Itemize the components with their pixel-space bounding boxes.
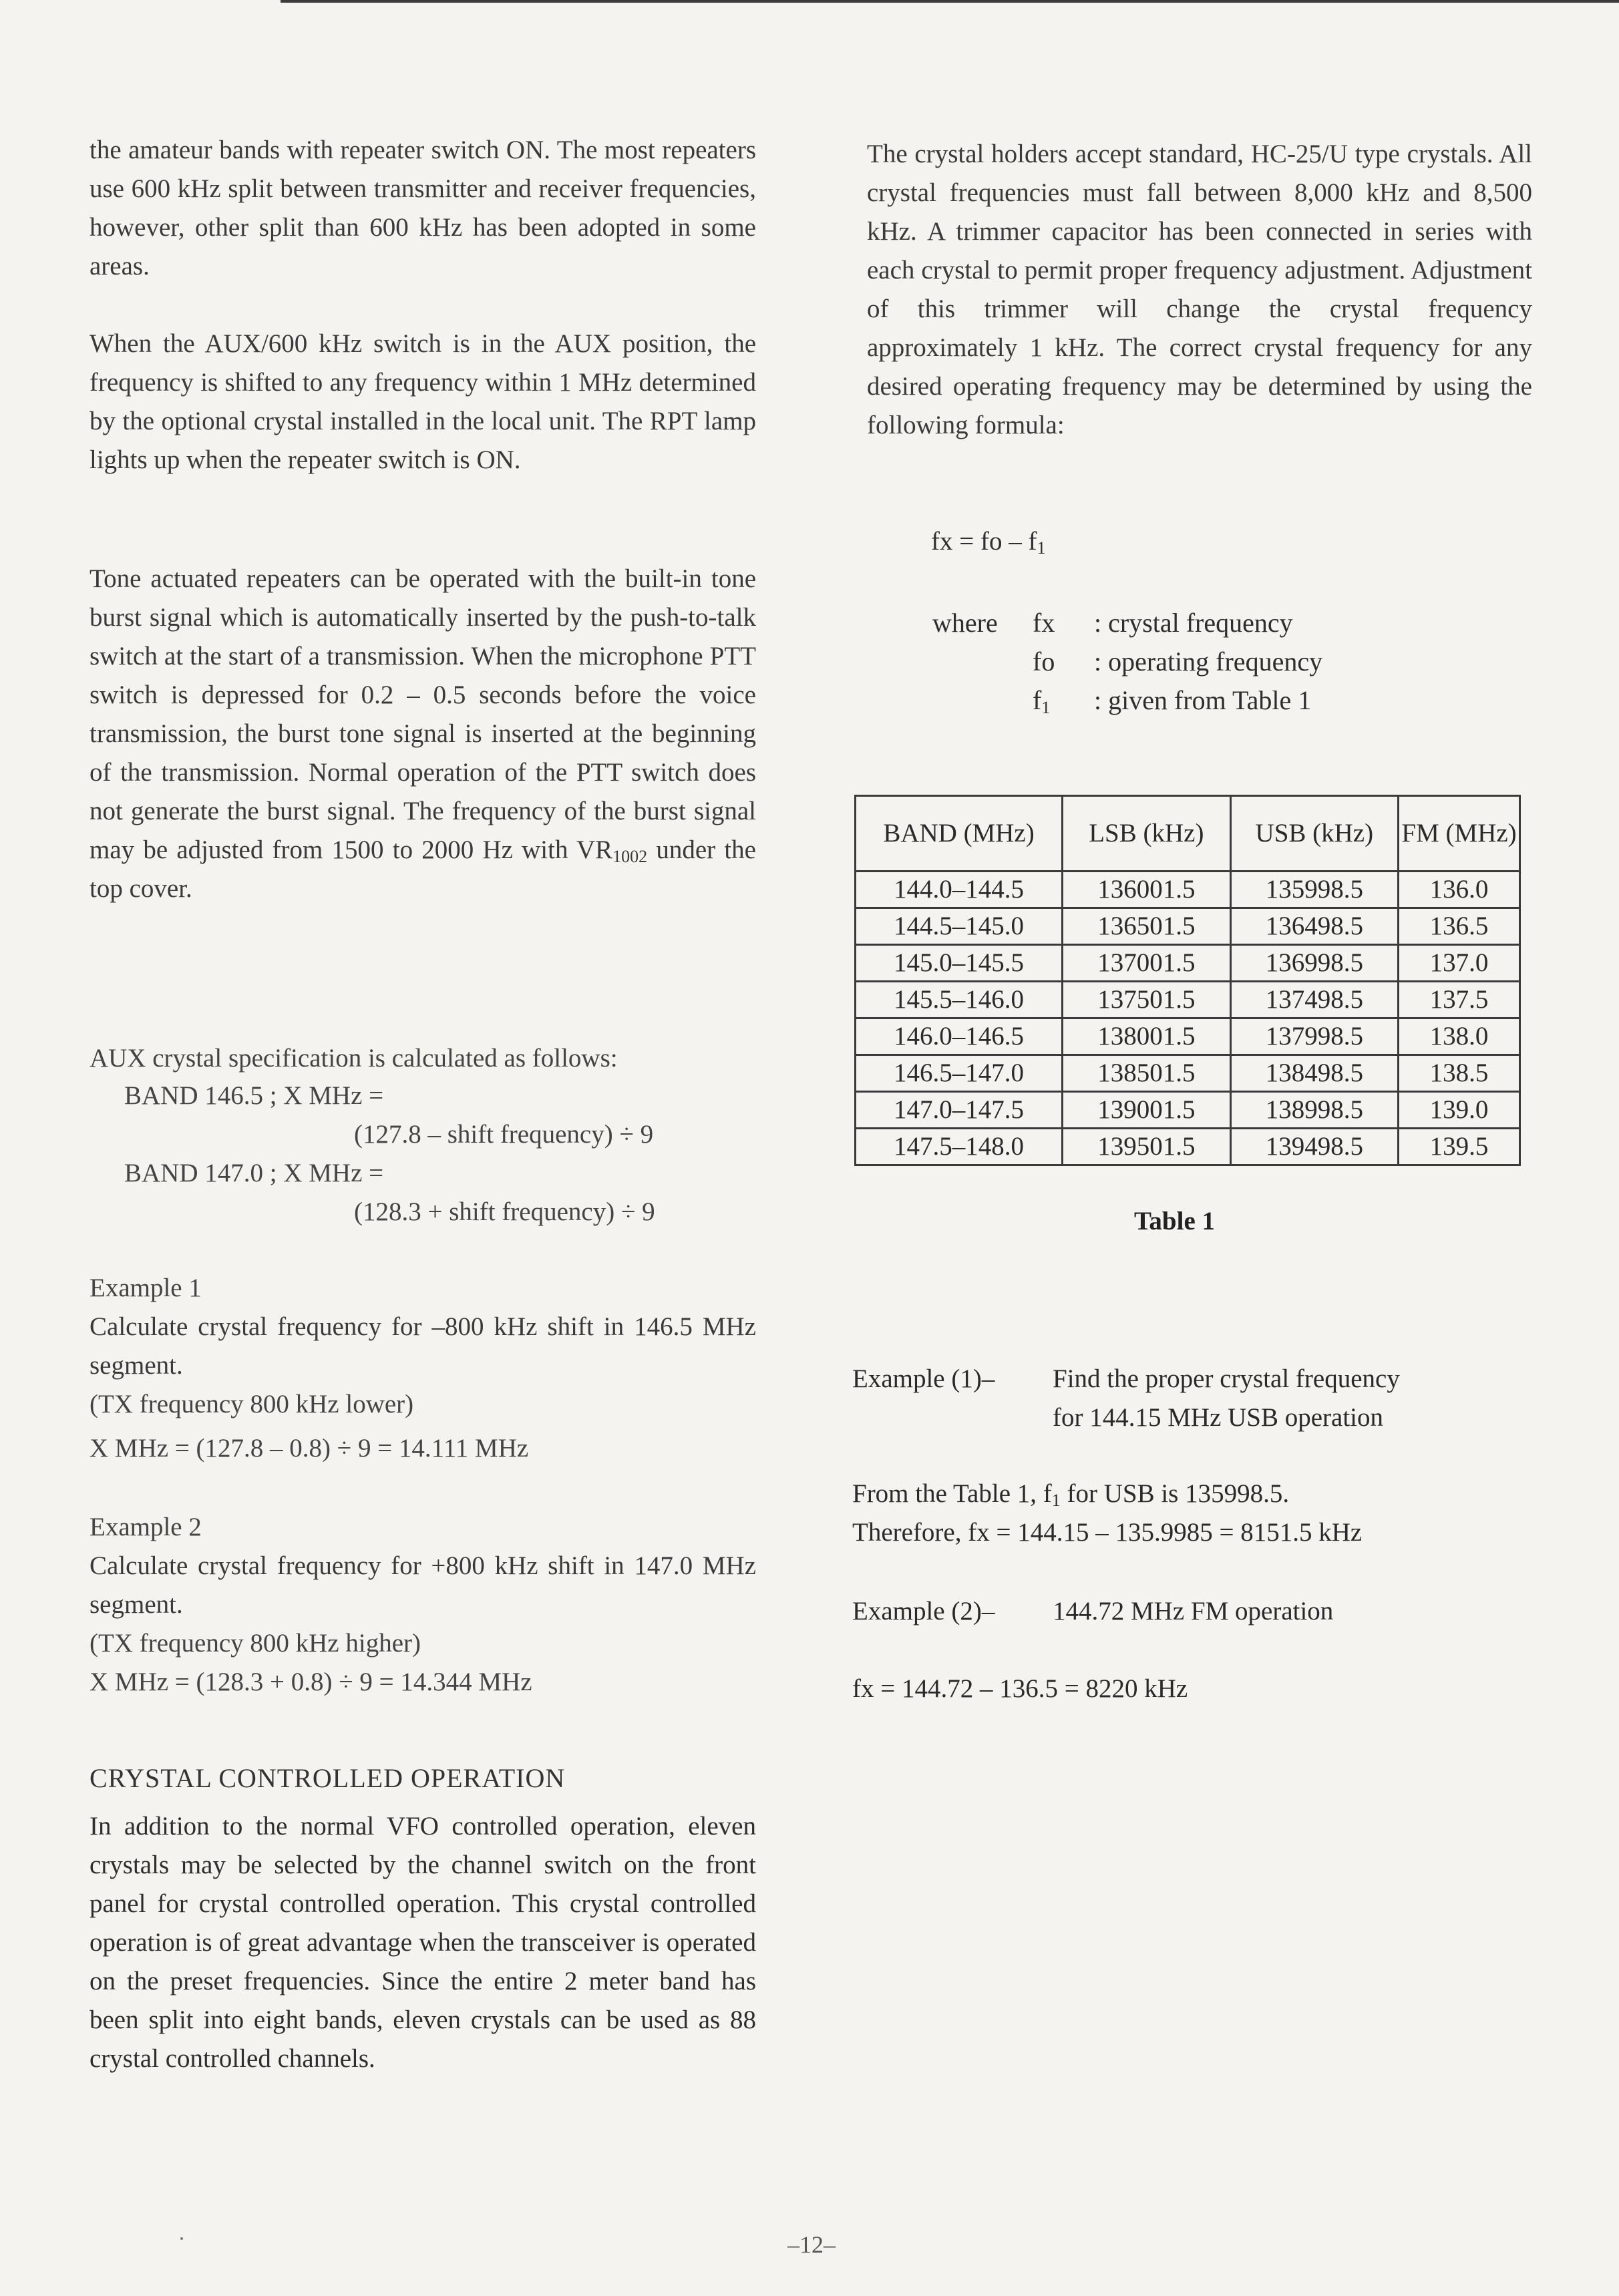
header-fm: FM (MHz) [1399, 796, 1520, 872]
formula-text: fx = fo – f [931, 527, 1037, 556]
table-row [856, 872, 1520, 908]
cell-usb: 138498.5 [1230, 1055, 1398, 1092]
from-table-text-end: for USB is 135998.5. [1060, 1479, 1290, 1508]
example-2-note: (TX frequency 800 kHz higher) [89, 1629, 421, 1658]
cell-band: 146.0–146.5 [856, 1018, 1063, 1055]
cell-usb: 136498.5 [1230, 908, 1398, 945]
table-row [856, 1055, 1520, 1092]
cell-lsb: 137001.5 [1063, 945, 1230, 982]
example-1-result: X MHz = (127.8 – 0.8) ÷ 9 = 14.111 MHz [89, 1434, 529, 1463]
section-heading: CRYSTAL CONTROLLED OPERATION [89, 1763, 566, 1793]
therefore-line: Therefore, fx = 144.15 – 135.9985 = 8151.5 kHz [852, 1518, 1363, 1547]
table-row [856, 945, 1520, 982]
table-row [856, 1092, 1520, 1129]
header-usb: USB (kHz) [1230, 796, 1398, 872]
crystal-formula [931, 522, 1045, 561]
table-header-row [856, 796, 1520, 872]
cell-band: 144.5–145.0 [856, 908, 1063, 945]
cell-usb: 139498.5 [1230, 1129, 1398, 1165]
right-example-2-text: 144.72 MHz FM operation [1053, 1597, 1334, 1625]
cell-lsb: 138501.5 [1063, 1055, 1230, 1092]
aux-switch-paragraph: When the AUX/600 kHz switch is in the AUX position, the frequency is shifted to any frequency within 1 MHz determined by the optional crystal installed in the local unit. The RPT lamp lights up when the repeater switch is ON. [89, 329, 756, 474]
vr-subscript: 1002 [612, 847, 648, 866]
cell-lsb: 136001.5 [1063, 872, 1230, 908]
cell-band: 146.5–147.0 [856, 1055, 1063, 1092]
right-example-2-label: Example (2)– [852, 1597, 995, 1625]
from-table-line [852, 1475, 1289, 1513]
cell-band: 144.0–144.5 [856, 872, 1063, 908]
table-row [856, 982, 1520, 1018]
cell-usb: 137998.5 [1230, 1018, 1398, 1055]
right-example-1-line2: for 144.15 MHz USB operation [1053, 1403, 1384, 1432]
from-table-text: From the Table 1, f [852, 1479, 1052, 1508]
cell-band: 147.0–147.5 [856, 1092, 1063, 1129]
table-row [856, 908, 1520, 945]
cell-lsb: 138001.5 [1063, 1018, 1230, 1055]
cell-usb: 137498.5 [1230, 982, 1398, 1018]
example-2-result: X MHz = (128.3 + 0.8) ÷ 9 = 14.344 MHz [89, 1668, 532, 1696]
header-band: BAND (MHz) [856, 796, 1063, 872]
right-example-1-label: Example (1)– [852, 1364, 995, 1393]
right-example-1-line1: Find the proper crystal frequency [1053, 1364, 1400, 1393]
where-label: where [932, 608, 998, 638]
header-lsb: LSB (kHz) [1063, 796, 1230, 872]
where-symbol: fo [1033, 646, 1055, 677]
where-symbol-f: f [1033, 685, 1042, 715]
tone-burst-paragraph [89, 560, 756, 908]
where-symbol: fx [1033, 608, 1055, 638]
example-1-note: (TX frequency 800 kHz lower) [89, 1390, 414, 1418]
right-example-2-result: fx = 144.72 – 136.5 = 8220 kHz [852, 1674, 1188, 1703]
aux-formula-146-5: (127.8 – shift frequency) ÷ 9 [354, 1120, 654, 1149]
aux-band-147-0: BAND 147.0 ; X MHz = [124, 1159, 384, 1187]
table-caption: Table 1 [1134, 1207, 1216, 1235]
cell-fm: 136.5 [1399, 908, 1520, 945]
cell-fm: 138.5 [1399, 1055, 1520, 1092]
frequency-table [854, 795, 1521, 1166]
cell-fm: 138.0 [1399, 1018, 1520, 1055]
where-description: : operating frequency [1094, 646, 1323, 677]
where-symbol [1033, 681, 1094, 720]
aux-formula-147-0: (128.3 + shift frequency) ÷ 9 [354, 1197, 655, 1226]
crystal-controlled-paragraph: In addition to the normal VFO controlled operation, eleven crystals may be selected by the channel switch on the front panel for crystal controlled operation. This crystal controlled operation is of great advantage when the transceiver is operated on the preset frequencies. Since the entire 2 meter band has been split into eight bands, eleven crystals can be used as 88 crystal controlled channels. [89, 1812, 756, 2073]
where-symbol-subscript: 1 [1041, 698, 1051, 717]
cell-band: 145.0–145.5 [856, 945, 1063, 982]
aux-intro: AUX crystal specification is calculated as follows: [89, 1044, 618, 1073]
tone-burst-text-end: under the top cover. [89, 835, 756, 903]
cell-lsb: 137501.5 [1063, 982, 1230, 1018]
cell-usb: 136998.5 [1230, 945, 1398, 982]
cell-usb: 135998.5 [1230, 872, 1398, 908]
example-1-text: Calculate crystal frequency for –800 kHz shift in 146.5 MHz segment. [89, 1312, 756, 1380]
where-row-fx [932, 604, 1293, 642]
formula-subscript: 1 [1037, 538, 1046, 558]
aux-band-146-5: BAND 146.5 ; X MHz = [124, 1081, 384, 1110]
crystal-holders-paragraph: The crystal holders accept standard, HC-25/U type crystals. All crystal frequencies must fall between 8,000 kHz and 8,500 kHz. A trimmer capacitor has been connected in series with each crystal to permit proper frequency adjustment. Adjustment of this trimmer will change the crystal frequency approximately 1 kHz. The correct crystal frequency for any desired operating frequency may be determined by using the following formula: [867, 140, 1532, 439]
repeater-split-paragraph: the amateur bands with repeater switch ON. The most repeaters use 600 kHz split between transmitter and receiver frequencies, however, other split than 600 kHz has been adopted in some areas. [89, 136, 756, 280]
table-row [856, 1129, 1520, 1165]
cell-band: 147.5–148.0 [856, 1129, 1063, 1165]
example-1-title: Example 1 [89, 1274, 202, 1302]
cell-fm: 137.0 [1399, 945, 1520, 982]
cell-fm: 139.5 [1399, 1129, 1520, 1165]
example-2-text: Calculate crystal frequency for +800 kHz shift in 147.0 MHz segment. [89, 1551, 756, 1619]
cell-usb: 138998.5 [1230, 1092, 1398, 1129]
tone-burst-text: Tone actuated repeaters can be operated with the built-in tone burst signal which is automatically inserted by the push-to-talk switch at the start of a transmission. When the microphone PTT switch is depressed for 0.2 – 0.5 seconds before the voice transmission, the burst tone signal is inserted at the beginning of the transmission. Normal operation of the PTT switch does not generate the burst signal. The frequency of the burst signal may be adjusted from 1500 to 2000 Hz with VR [89, 564, 756, 864]
example-2-title: Example 2 [89, 1513, 202, 1541]
cell-fm: 139.0 [1399, 1092, 1520, 1129]
cell-lsb: 139501.5 [1063, 1129, 1230, 1165]
cell-fm: 136.0 [1399, 872, 1520, 908]
where-description: : crystal frequency [1094, 608, 1293, 638]
cell-lsb: 136501.5 [1063, 908, 1230, 945]
top-border-line [281, 0, 1619, 3]
cell-lsb: 139001.5 [1063, 1092, 1230, 1129]
page-number: –12– [787, 2231, 836, 2258]
where-row-fo [932, 642, 1322, 681]
table-row [856, 1018, 1520, 1055]
cell-band: 145.5–146.0 [856, 982, 1063, 1018]
where-row-f1 [932, 681, 1311, 720]
page-speck [180, 2237, 183, 2240]
where-description: : given from Table 1 [1094, 685, 1312, 715]
from-table-subscript: 1 [1051, 1491, 1061, 1510]
cell-fm: 137.5 [1399, 982, 1520, 1018]
